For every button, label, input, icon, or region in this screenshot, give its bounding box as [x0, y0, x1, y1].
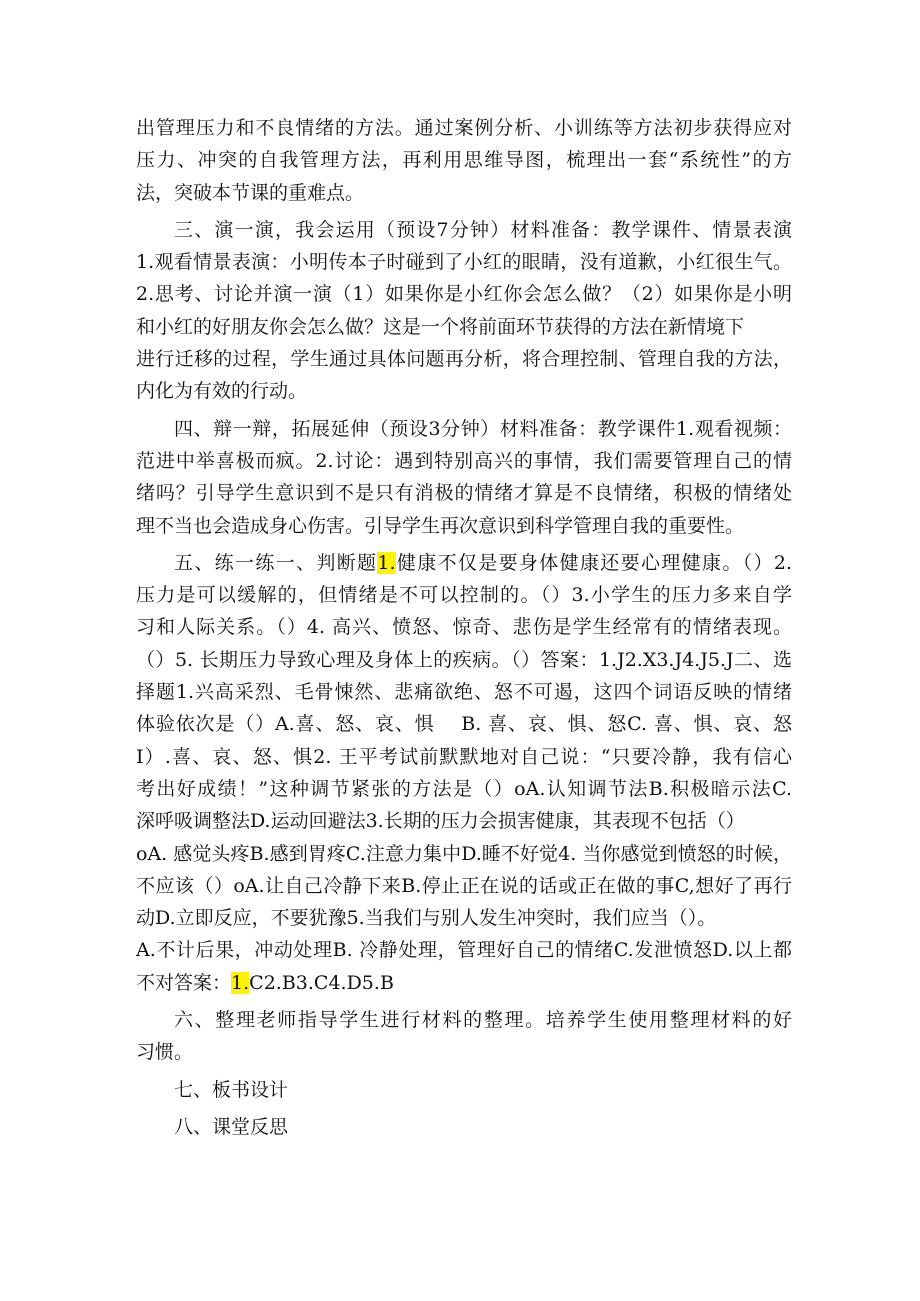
- practice-line: 深呼吸调整法D.运动回避法3.长期的压力会损害健康，其表现不包括（）: [136, 810, 745, 833]
- practice-line: 动D.立即反应，不要犹豫5.当我们与别人发生冲突时，我们应当（）。: [136, 907, 717, 930]
- section-heading-three: 三、演一演，我会运用（预设7分钟）材料准备：教学课件、情景表演: [174, 218, 792, 241]
- practice-line: 体验依次是（）A.喜、怒、哀、惧 B. 喜、哀、惧、怒C. 喜、惧、哀、怒: [136, 713, 792, 736]
- practice-heading-rest: 健康不仅是要身体健康还要心理健康。（）2.: [395, 551, 792, 574]
- practice-line: 择题1.兴高采烈、毛骨悚然、悲痛欲绝、怒不可遏，这四个词语反映的情绪: [136, 681, 792, 704]
- section-heading-eight: 八、课堂反思: [174, 1115, 289, 1138]
- paragraph-line: 进行迁移的过程，学生通过具体问题再分析，将合理控制、管理自我的方法，: [136, 348, 792, 371]
- practice-line: 压力是可以缓解的，但情绪是不可以控制的。（）3.小学生的压力多来自学: [136, 584, 792, 607]
- practice-heading-text: 五、练一练一、判断题: [174, 551, 378, 574]
- paragraph-line: 理不当也会造成身心伤害。引导学生再次意识到科学管理自我的重要性。: [136, 514, 745, 537]
- section-heading-four: 四、辩一辩，拓展延伸（预设3分钟）材料准备：教学课件1.观看视频：: [174, 417, 792, 440]
- paragraph-line: 和小红的好朋友你会怎么做？这是一个将前面环节获得的方法在新情境下: [136, 315, 745, 338]
- paragraph-line: 压力、冲突的自我管理方法，再利用思维导图，梳理出一套“系统性”的方: [136, 149, 792, 172]
- answer-line: [136, 967, 792, 999]
- paragraph-line: 法，突破本节课的重难点。: [136, 181, 365, 204]
- practice-line: 习和人际关系。（）4. 高兴、愤怒、惊奇、悲伤是学生经常有的情绪表现。: [136, 616, 792, 639]
- practice-line: 不应该（）oA.让自己冷静下来B.停止正在说的话或正在做的事C,想好了再行: [136, 874, 792, 897]
- paragraph-line: 1.观看情景表演：小明传本子时碰到了小红的眼睛，没有道歉，小红很生气。: [136, 251, 792, 274]
- paragraph-line: 绪吗？引导学生意识到不是只有消极的情绪才算是不良情绪，积极的情绪处: [136, 482, 792, 505]
- practice-line: I）.喜、哀、怒、惧2. 王平考试前默默地对自己说：“只要冷静，我有信心: [136, 745, 792, 768]
- practice-line: oA. 感觉头疼B.感到胃疼C.注意力集中D.睡不好觉4. 当你感觉到愤怒的时候，: [136, 842, 792, 865]
- section-heading-seven: 七、板书设计: [174, 1078, 289, 1101]
- answer-label: 不对答案：: [136, 971, 232, 994]
- document-body: [136, 112, 792, 1143]
- section-heading-six: 六、整理老师指导学生进行材料的整理。培养学生使用整理材料的好: [174, 1009, 792, 1032]
- paragraph-line: 2.思考、讨论并演一演（1）如果你是小红你会怎么做？（2）如果你是小明: [136, 283, 792, 306]
- practice-line: （）5. 长期压力导致心理及身体上的疾病。（）答案：1.J2.X3.J4.J5.J二、选: [136, 648, 792, 671]
- paragraph-line: 内化为有效的行动。: [136, 380, 308, 403]
- paragraph-line: 习惯。: [136, 1041, 194, 1064]
- answer-values: C2.B3.C4.D5.B: [249, 971, 394, 994]
- highlight-mark: 1.: [231, 971, 250, 994]
- paragraph-line: 出管理压力和不良情绪的方法。通过案例分析、小训练等方法初步获得应对: [136, 117, 792, 139]
- practice-line: A.不计后果，冲动处理B. 冷静处理，管理好自己的情绪C.发泄愤怒D.以上都: [136, 939, 792, 962]
- paragraph-line: 范进中举喜极而疯。2.讨论：遇到特别高兴的事情，我们需要管理自己的情: [136, 449, 792, 472]
- highlight-mark: 1.: [377, 551, 396, 574]
- practice-line: 考出好成绩！”这种调节紧张的方法是（）oA.认知调节法B.积极暗示法C.: [136, 777, 792, 800]
- section-heading-five: [136, 547, 792, 579]
